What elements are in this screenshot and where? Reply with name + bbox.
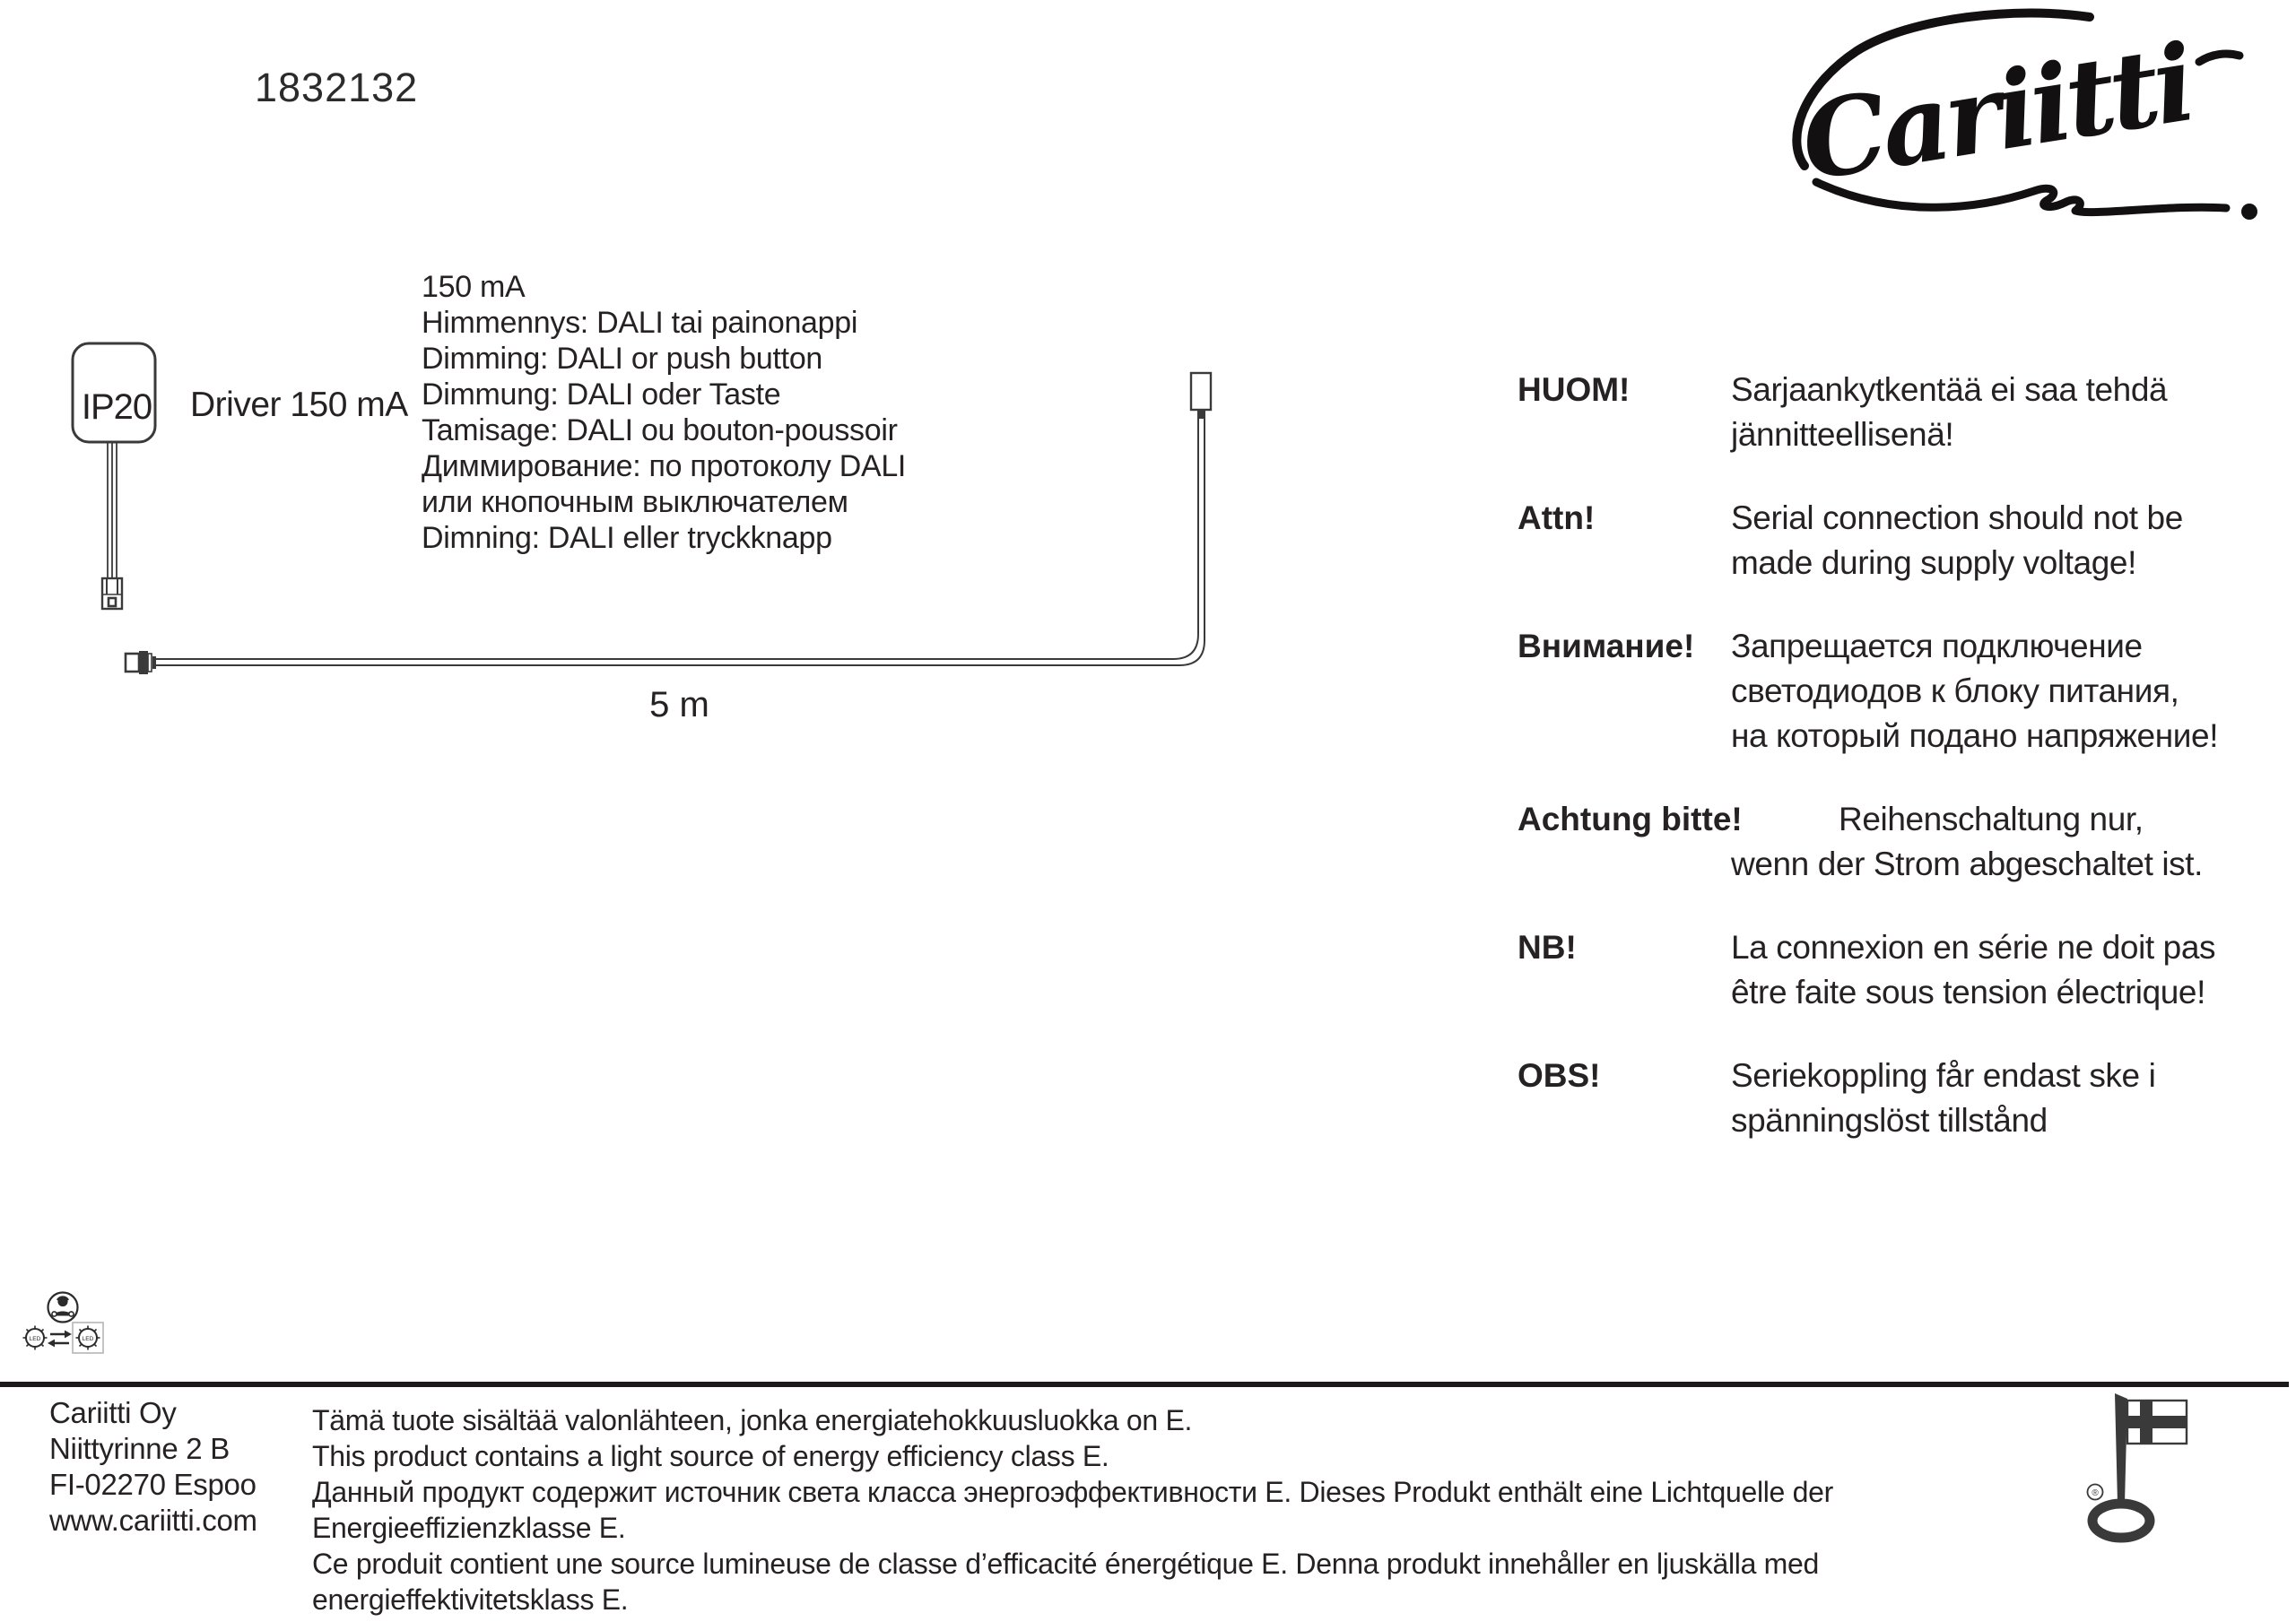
- address-street: Niittyrinne 2 B: [49, 1432, 230, 1465]
- warning-row-vnimanie: [1518, 624, 2218, 759]
- warning-row-attn: [1518, 496, 2218, 585]
- spec-list: [422, 269, 906, 556]
- energy-line: Ce produit contient une source lumineuse de classe d’efficacité énergétique E. Denna produkt innehåller en ljuskälla med: [312, 1548, 1820, 1580]
- led-lamp-icon: [23, 1326, 48, 1350]
- replace-arrows-icon: [48, 1331, 72, 1348]
- warning-line: Sarjaankytkentää ei saa tehdä: [1731, 371, 2168, 408]
- lamp-connector: [1191, 373, 1211, 419]
- energy-line: Данный продукт содержит источник света класса энергоэффективности E. Dieses Produkt enthält eine Lichtquelle der: [312, 1476, 1833, 1508]
- warning-line: на который подано напряжение!: [1731, 717, 2219, 754]
- warning-label: HUOM!: [1518, 371, 1631, 408]
- key-flag-icon: [2081, 1388, 2197, 1549]
- led-lamp-boxed-icon: [73, 1323, 103, 1353]
- driver-connector: [102, 578, 122, 609]
- driver-label: Driver 150 mA: [190, 386, 408, 424]
- pictogram-group: [13, 1287, 121, 1367]
- warning-line: être faite sous tension électrique!: [1731, 974, 2205, 1010]
- warning-line: Reihenschaltung nur,: [1839, 801, 2144, 837]
- spec-line: Dimming: DALI or push button: [422, 342, 823, 376]
- cariitti-logo: [1749, 4, 2287, 224]
- warning-row-obs: [1518, 1054, 2218, 1143]
- key-flag-symbol: [2081, 1388, 2197, 1549]
- warning-line: Seriekoppling får endast ske i: [1731, 1057, 2156, 1094]
- warning-line: jännitteellisenä!: [1731, 416, 1954, 453]
- technician-icon: [48, 1293, 78, 1323]
- cable-plug: [126, 651, 156, 674]
- product-code: 1832132: [255, 65, 419, 110]
- warning-line: Запрещается подключение: [1731, 628, 2143, 664]
- warning-line: La connexion en série ne doit pas: [1731, 929, 2216, 966]
- address-city: FI-02270 Espoo: [49, 1468, 257, 1501]
- energy-line: This product contains a light source of energy efficiency class E.: [312, 1440, 1109, 1472]
- warnings-column: [1518, 368, 2218, 1143]
- pictogram-drawing: [13, 1287, 121, 1367]
- logo-period-dot: [2241, 204, 2257, 220]
- warning-line: Serial connection should not be: [1731, 499, 2183, 536]
- logo-wordmark: Cariitti: [1793, 20, 2199, 205]
- warning-label: Achtung bitte!: [1518, 801, 1743, 837]
- warning-label: OBS!: [1518, 1057, 1601, 1094]
- spec-line: Dimning: DALI eller tryckknapp: [422, 521, 832, 555]
- driver-wire: [108, 442, 117, 578]
- energy-line: Energieeffizienzklasse E.: [312, 1512, 626, 1544]
- led-label: LED: [82, 1336, 94, 1342]
- company-website: www.cariitti.com: [49, 1504, 257, 1537]
- warning-label: Attn!: [1518, 499, 1596, 536]
- warning-row-achtung: [1518, 797, 2218, 887]
- logo-dash: [2199, 54, 2239, 62]
- company-address: [49, 1395, 257, 1539]
- warning-line: made during supply voltage!: [1731, 544, 2136, 581]
- warning-row-nb: [1518, 925, 2218, 1015]
- warning-label: Внимание!: [1518, 628, 1695, 664]
- spec-line: 150 mA: [422, 270, 526, 304]
- cariitti-logo-icon: [1749, 4, 2287, 224]
- cable-length-label: 5 m: [649, 685, 709, 724]
- spec-line: или кнопочным выключателем: [422, 485, 848, 519]
- warning-line: spänningslöst tillstånd: [1731, 1102, 2048, 1139]
- spec-line: Диммирование: по протоколу DALI: [422, 449, 907, 483]
- warning-line: светодиодов к блоку питания,: [1731, 672, 2179, 709]
- led-label: LED: [29, 1336, 41, 1342]
- ip-rating-label: IP20: [81, 387, 152, 427]
- spec-line: Himmennys: DALI tai painonappi: [422, 306, 858, 340]
- energy-line: Tämä tuote sisältää valonlähteen, jonka energiatehokkuusluokka on E.: [312, 1404, 1193, 1436]
- warning-line: wenn der Strom abgeschaltet ist.: [1731, 846, 2204, 882]
- spec-line: Dimmung: DALI oder Taste: [422, 377, 781, 412]
- footer-divider: [0, 1382, 2289, 1387]
- energy-efficiency-text: [312, 1402, 1833, 1618]
- spec-line: Tamisage: DALI ou bouton-poussoir: [422, 413, 898, 447]
- energy-line: energieffektivitetsklass E.: [312, 1583, 629, 1616]
- registered-trademark: ®: [2092, 1488, 2099, 1498]
- warning-row-huom: [1518, 368, 2218, 457]
- company-name: Cariitti Oy: [49, 1396, 177, 1429]
- warning-label: NB!: [1518, 929, 1577, 966]
